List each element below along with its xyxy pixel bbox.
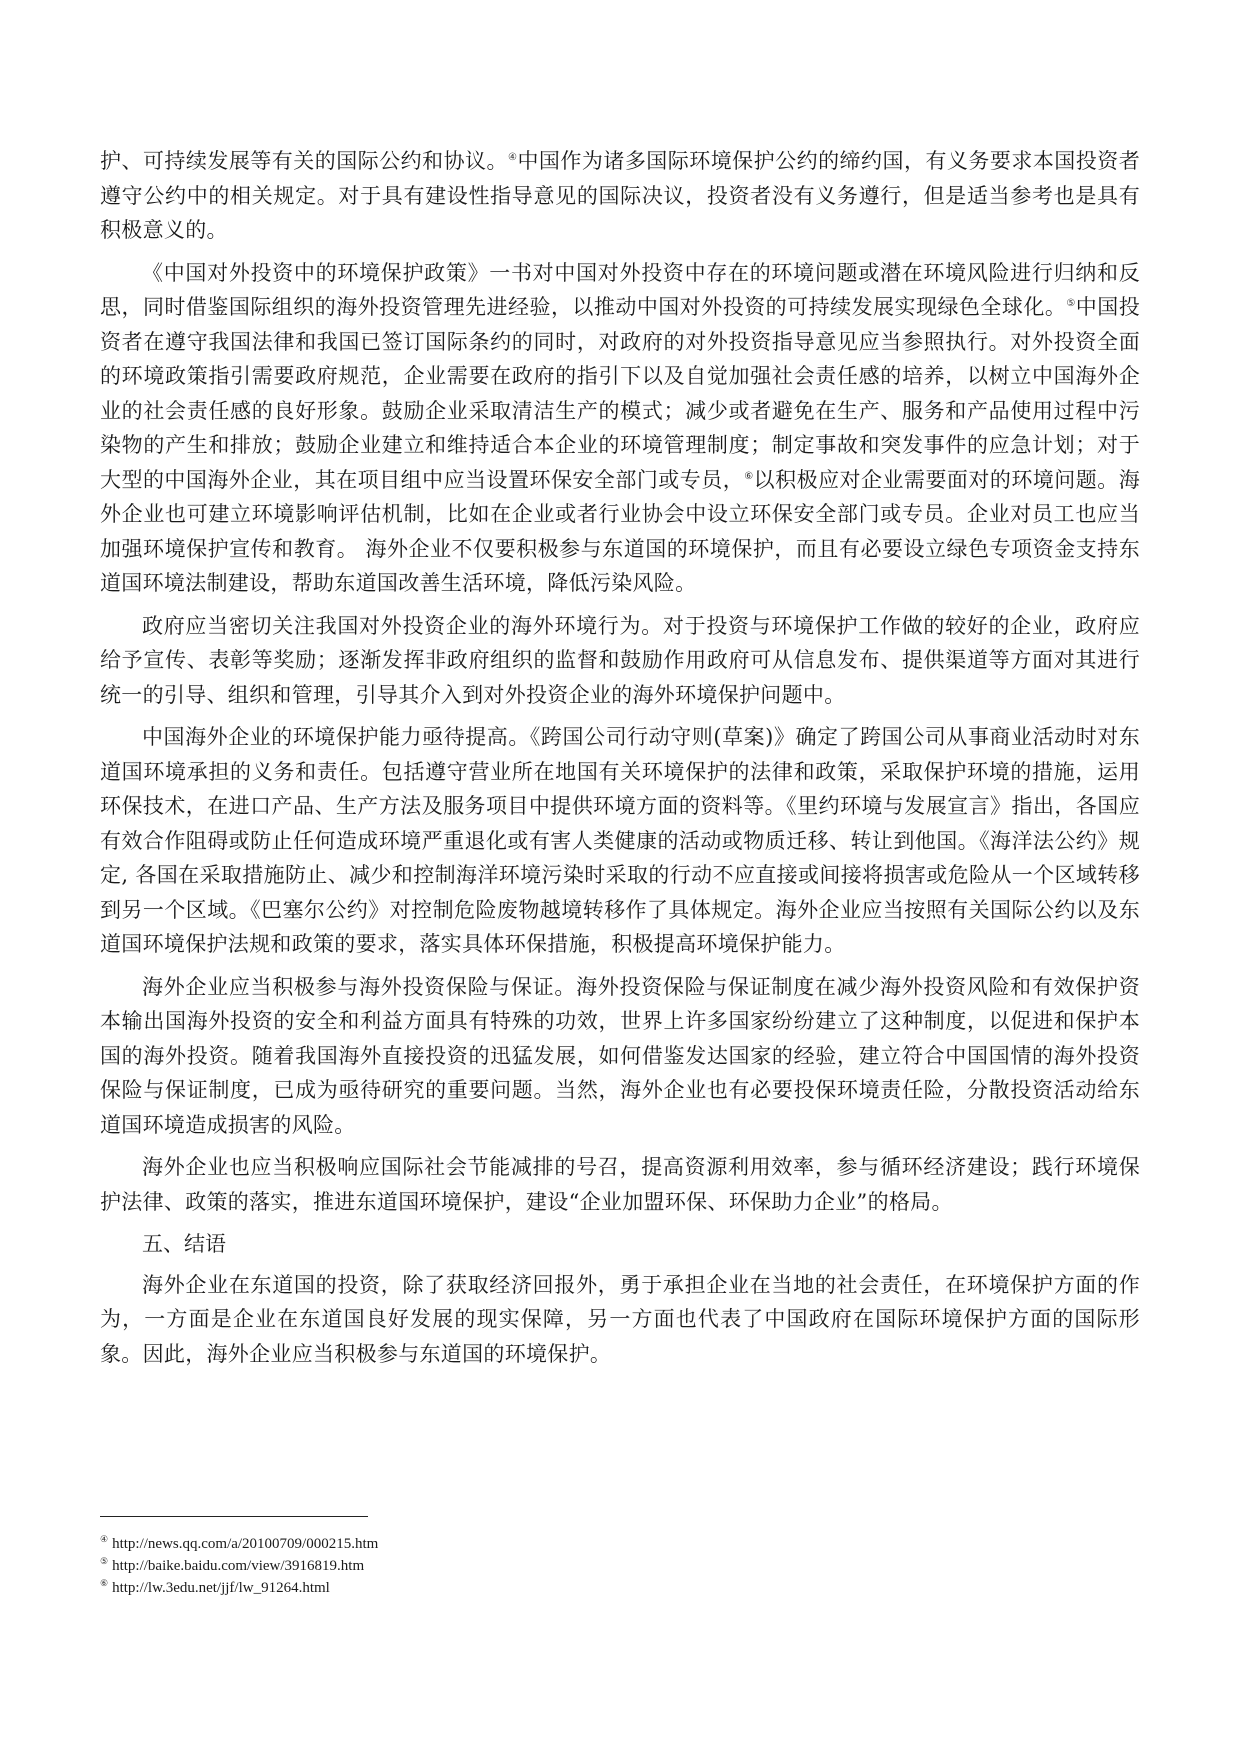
footnote-item: [100, 1533, 1000, 1555]
footnote-link[interactable]: http://news.qq.com/a/20100709/000215.htm: [112, 1536, 379, 1552]
footnote-link[interactable]: http://baike.baidu.com/view/3916819.htm: [112, 1558, 365, 1574]
footnote-number: ⑤: [100, 1556, 109, 1566]
footnote-number: ④: [100, 1534, 109, 1544]
footnote-item: [100, 1577, 1000, 1599]
paragraph-1: [100, 144, 1140, 248]
paragraph-text: 中国作为诸多国际环境保护公约的缔约国，有义务要求本国投资者遵守公约中的相关规定。对于具有建设性指导意见的国际决议，投资者没有义务遵行，但是适当参考也是具有积极意义的。: [100, 149, 1141, 242]
footnote-ref-5[interactable]: ⑤: [1066, 298, 1076, 309]
paragraph-text: 《中国对外投资中的环境保护政策》一书对中国对外投资中存在的环境问题或潜在环境风险进行归纳和反思，同时借鉴国际组织的海外投资管理先进经验，以推动中国对外投资的可持续发展实现绿色全球化。: [100, 260, 1140, 319]
footnote-link[interactable]: http://lw.3edu.net/jjf/lw_91264.html: [112, 1580, 330, 1596]
footnote-divider: [100, 1516, 368, 1517]
document-body: [100, 144, 1140, 1379]
footnote-ref-6[interactable]: ⑥: [744, 470, 754, 482]
footnote-number: ⑥: [100, 1578, 109, 1588]
paragraph-text: 护、可持续发展等有关的国际公约和协议。: [100, 149, 508, 173]
footnote-item: [100, 1555, 1000, 1577]
footnotes: [100, 1533, 1000, 1599]
footnote-ref-4[interactable]: ④: [508, 152, 518, 163]
paragraph-5: 海外企业应当积极参与海外投资保险与保证。海外投资保险与保证制度在减少海外投资风险和有效保护资本输出国海外投资的安全和利益方面具有特殊的功效，世界上许多国家纷纷建立了这种制度，以促进和保护本国的海外投资。随着我国海外直接投资的迅猛发展，如何借鉴发达国家的经验，建立符合中国国情的海外投资保险与保证制度，已成为亟待研究的重要问题。当然，海外企业也有必要投保环境责任险，分散投资活动给东道国环境造成损害的风险。: [100, 974, 1140, 1137]
paragraph-3: 政府应当密切关注我国对外投资企业的海外环境行为。对于投资与环境保护工作做的较好的企业，政府应给予宣传、表彰等奖励；逐渐发挥非政府组织的监督和鼓励作用政府可从信息发布、提供渠道等方面对其进行统一的引导、组织和管理，引导其介入到对外投资企业的海外环境保护问题中。: [100, 613, 1140, 707]
paragraph-text: 以积极应对企业需要面对的环境问题。海外企业也可建立环境影响评估机制，比如在企业或者行业协会中设立环保安全部门或专员。企业对员工也应当加强环境保护宣传和教育。 海外企业不仅要积极参与东道国的环境保护，而且有必要设立绿色专项资金支持东道国环境法制建设，帮助东道国改善生活环境，降低污染风险。: [100, 467, 1141, 595]
paragraph-2: [100, 256, 1140, 601]
section-heading: 五、结语: [142, 1232, 226, 1256]
paragraph-7: 海外企业在东道国的投资，除了获取经济回报外，勇于承担企业在当地的社会责任，在环境保护方面的作为，一方面是企业在东道国良好发展的现实保障，另一方面也代表了中国政府在国际环境保护方面的国际形象。因此，海外企业应当积极参与东道国的环境保护。: [100, 1272, 1140, 1366]
paragraph-4: 中国海外企业的环境保护能力亟待提高。《跨国公司行动守则(草案)》确定了跨国公司从事商业活动时对东道国环境承担的义务和责任。包括遵守营业所在地国有关环境保护的法律和政策，采取保护环境的措施，运用环保技术，在进口产品、生产方法及服务项目中提供环境方面的资料等。《里约环境与发展宣言》指出，各国应有效合作阻碍或防止任何造成环境严重退化或有害人类健康的活动或物质迁移、转让到他国。《海洋法公约》规定, 各国在采取措施防止、减少和控制海洋环境污染时采取的行动不应直接或间接将损害或危险从一个区域转移到另一个区域。《巴塞尔公约》对控制危险废物越境转移作了具体规定。海外企业应当按照有关国际公约以及东道国环境保护法规和政策的要求，落实具体环保措施，积极提高环境保护能力。: [100, 725, 1140, 956]
paragraph-6: 海外企业也应当积极响应国际社会节能减排的号召，提高资源利用效率，参与循环经济建设；践行环境保护法律、政策的落实，推进东道国环境保护，建设“企业加盟环保、环保助力企业”的格局。: [100, 1155, 1140, 1214]
paragraph-text: 中国投资者在遵守我国法律和我国已签订国际条约的同时，对政府的对外投资指导意见应当参照执行。对外投资全面的环境政策指引需要政府规范，企业需要在政府的指引下以及自觉加强社会责任感的培养，以树立中国海外企业的社会责任感的良好形象。鼓励企业采取清洁生产的模式；减少或者避免在生产、服务和产品使用过程中污染物的产生和排放；鼓励企业建立和维持适合本企业的环境管理制度；制定事故和突发事件的应急计划；对于大型的中国海外企业，其在项目组中应当设置环保安全部门或专员，: [100, 295, 1141, 492]
